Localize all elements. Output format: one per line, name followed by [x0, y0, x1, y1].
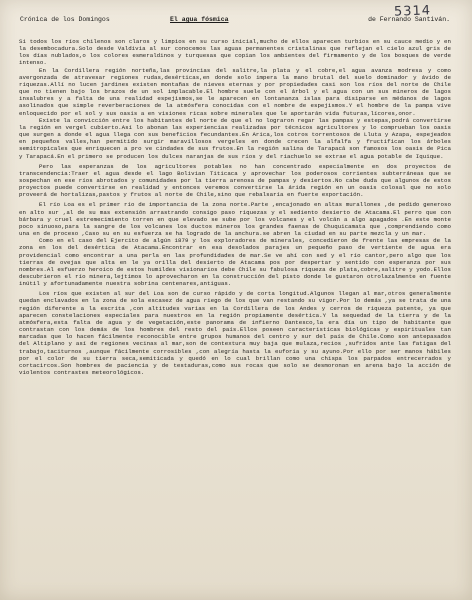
paragraph: En la Cordillera región norteña,las provincias del salitre,la plata y el cobre,el agua avanza modresa y como avergonzada de atravesar regiones rudas,desérticas,en donde solo impera la mano brutal del suelo dominador y ávido de riquezas.Allí no lucen jardines existen montañas de nieves eternas y por propiedades casi son los ríos del norte de Chile que no tienen bajo los brazos de un sol implacable.El hombre suele con el árbol y el agua con un sus mineros de lagos insalubres y a falta de una realidad espejismos,se le aparecen en lontananza islas para disiparse en médanos de lagos asolinados que simple reverberaciones de la atmósfera conocidas con el nombre de espejismos.Y el hombre de la pampa vive enloquecido por el sol y sus oasis a en visiones ricas sobre minerales que le aportarán vida futuras,lícores,onor. [19, 66, 451, 117]
paragraph: Como en el caso del Ejercito de algún 1879 y los exploradores de minerales, concedieron de frente las empresas de la zona en los del desértica de Atacama.Encontrar en esa desolados parajes un pequeño paso de vertiente de agua era providencial como encontrar a una perla en las profundidades de mar.Se ve ahí con sed y el río cantor,pero algo que los tierras de ovejas que alta en le ya orilla del desierto de Atacama pos por despertar y sentido con esperanza por sus nombres.Al esfuerzo heroico de estos humildes visionarios debe Chile su fabulosa riqueza de plata,cobre,salitre y yodo.Ellos descubrieron el río minera,lejtimos lo aprovecharon en la construcción del pisto donde le gustaron otrolazalmente en fuente inútil y afortunadamente nuestra sobrina centenares,antiguas. [19, 237, 451, 288]
folio-number: 5314 [393, 3, 432, 20]
paragraph: Pero las esperanzas de los agricultores potables no han concentrado especialmente en dos proyectos de transcendencia:Traer el agua desde el lago Bolivian Titicaca y aprovechar los poderosos corrientes subterráneas que se sospechan en ese ríos abrotados y comunidades por la tierra arenosa de pampas y desiertos.No cabe duda que algunos de estos proyectos puede convertirse en realidad y entonces veremos convertirse la árida región en un oasis colosal que no solo proveerá de hortalizas,pastos y frutos al norte de Chile,sino que rebalsaría en fuerte exportación. [19, 162, 451, 199]
article-title: El agua fósmica [170, 16, 229, 23]
paragraph: Los ríos que existen al sur del Loa son de curso rápido y de corta longitud.Algunos llegan al mar,otros generalmente quedan enclavados en la zona de sola escasez de agua riego de los que van restando su vigor.Por lo demás ,ya se trata de una región diferente a la escrita ,con altitudes varias en la Cordillera de los Andes y cerros de riqueza patente, ya que aparecen constelaciones especiales para nuestros en la región propiamente desértica.Y la sequedad de la tierra y de la atmósfera,esta falta de agua y de vegetación,este panorama de infierno Dantesco,la era día un tipo de habitante que contrastan con los demás de los hombres del resto del país.Ellos poseen caracteristicas biológicas y espirituales tan marcadas que lo hacen fácilmente reconocible entre grupos humanos del centro y sur del país de Chile.Como son antepasados del Altiplano y así de regiones vecinas al mar,son de contextura muy baja que mulaza,recios ,sufridos ante las fatigas del trabajo,taciturnos ,aunque fácilmente corrosibles ,con alegría hasta la euforia y su ayuno.Por ello por ser manos hábiles por el color de su tierra seca,semiticada y quedó en lo cual brillan como una chispa los parpados entrecerrados y cortacircos.Son hombres de paciencia y de testaduras,como sus rocas que solo se desmoronan en arena bajo la acción de violentos contrastes meteorológicos. [19, 290, 451, 377]
page-header [20, 16, 450, 28]
author-byline: de Fernando Santiván. [368, 16, 450, 23]
article-body [19, 38, 451, 583]
paragraph: Existe la convicción entre los habitantes del norte de que el no lograron regar las pampas y estepas,podrá convertirse la región en vergel cubierto.Así lo abonan las experiencias realizadas por técnicos agricultores y lo comprueban los oasis que surgen a donde el agua llega con sus beneficios fecundantes.En Arica,los cotros torrentosos de Lluta y Azapa, espejeados en pequeños valles,han permitido surgir maravillosos vergeles en donde crecen la alfalfa y fructifican los árboles semitropicales que enriquecen a pro ve cindades de sus frutos.En la región salina de Tarapacá son famosos los oasis de Pica y Tarapacá.En el primero se producen los dulces naranjas de sus ríos y del riachuelo se extrae el agua potable de Iquique. [19, 116, 451, 160]
paragraph: El río Loa es el primer río de importancia de la zona norte.Parte ,encajonado en altas murallones ,de pedido generoso en alto sur ,al de su mas extensión arrastrando consigo paso riquezas y el sediento desierto de Atacama.El perro que con bárbara y cruel estremecimiento torren en que elevado se sube por los volcanes y el volcán a algo apagados .En este monte poco sinuoso,para la sangre de los volcanes los ductos mineros los grandes faenas de Chuquicamata que ,comprendiendo como una en de proceso ,Caso su en su esfuerza se ha logrado de la anchura.se abren la ciudad en su parte mezcla y un mar. [19, 201, 451, 238]
header-column-name: Crónica de los Domingos [20, 16, 110, 23]
paragraph: Si todos los ríos chilenos son claros y limpios en su curso inicial,mucho de ellos aparecen turbios en su cauce medio y en la desembocadura.Solo desde Valdivia al sur conocemos las aguas permanentes cristalinas que reflejan el cielo azul gris de los días nublados,o los colores esmeraldinos y turquesas que copian los ambientes del firmamento y de los bosques de verde intenso. [19, 38, 451, 67]
